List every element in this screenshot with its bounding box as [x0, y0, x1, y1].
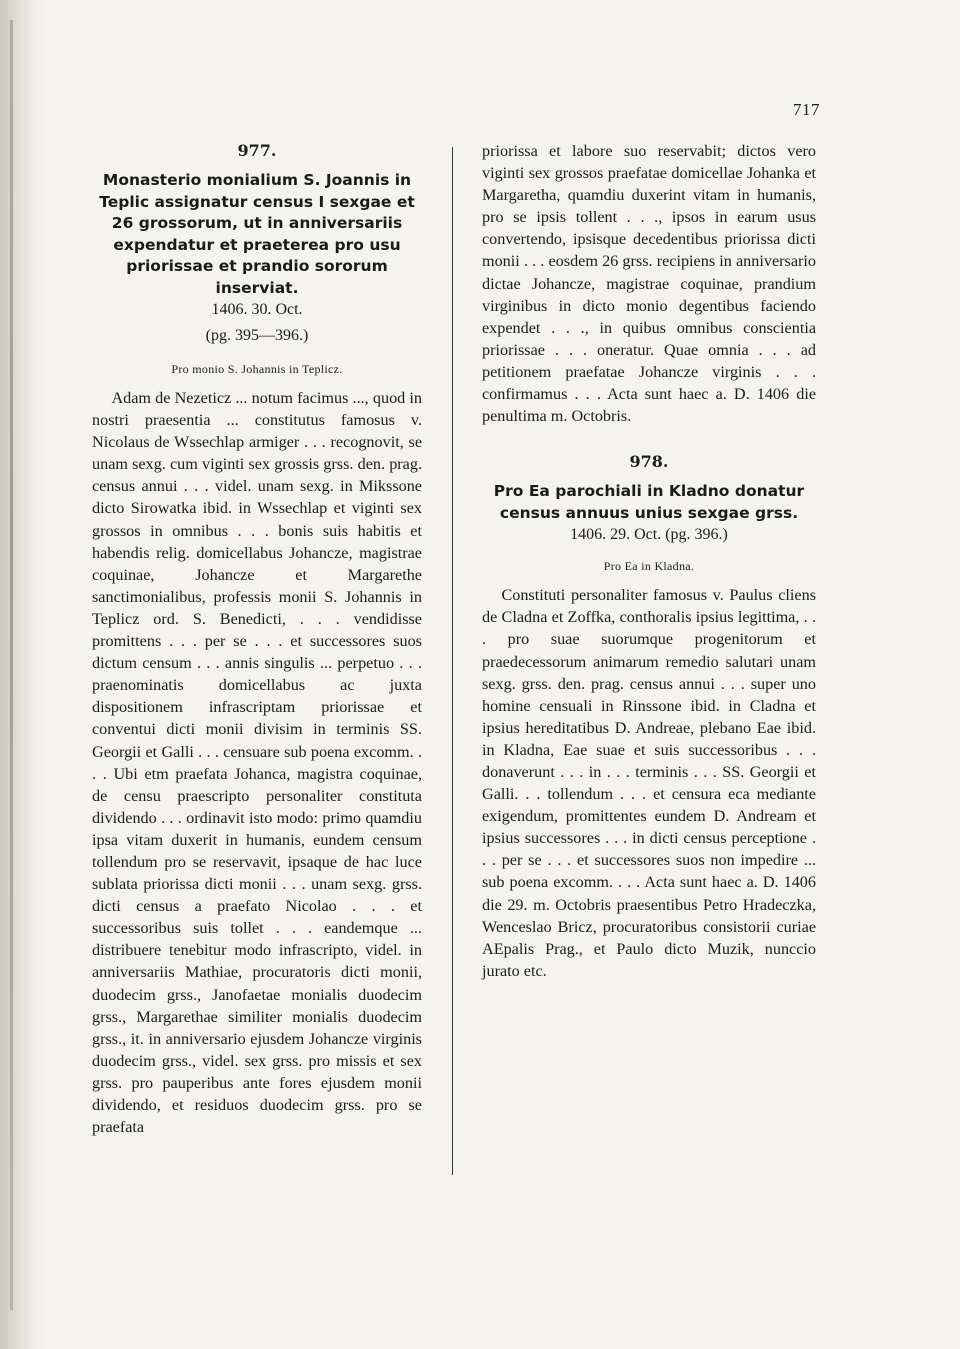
left-column	[92, 140, 422, 1138]
document-body-977-continuation: priorissa et labore suo reservabit; dictos vero viginti sex grossos praefatae domicellae Johanka et Margaretha, quamdiu duxerint vitam in humanis, pro se ipsis tollent . . ., ipsos in earum usus convertendo, ipsisque decedentibus priorissa dicti monii . . . eosdem 26 grss. recipiens in anniversario dictae Johancze, magistrae coquinae, prandium virginibus in dicto monio degentibus faciendo expendet . . ., in quibus omnibus conscientia priorissae . . . oneratur. Quae omnia . . . ad petitionem praefatae Johancze virginis . . . confirmamus . . . Acta sunt haec a. D. 1406 die penultima m. Octobris.	[482, 142, 816, 426]
section-spacer	[482, 427, 816, 451]
page-number: 717	[793, 100, 820, 119]
document-heading-978: Pro Ea parochiali in Kladno donatur census annuus unius sexgae grss.	[493, 482, 805, 522]
scan-edge-shadow	[0, 0, 46, 1349]
right-column	[482, 140, 816, 982]
document-date-978: 1406. 29. Oct. (pg. 396.)	[570, 526, 728, 544]
document-heading-977: Monasterio monialium S. Joannis in Teplic assignatur census I sexgae et 26 grossorum, ut in anniversariis expendatur et praeterea pro usu priorissae et prandio sororum inserviat.	[99, 171, 415, 297]
document-number-978: 978.	[629, 452, 669, 472]
scan-edge-line	[10, 20, 13, 1310]
document-body-977: Adam de Nezeticz ... notum facimus ..., quod in nostri praesentia ... constitutus famosus v. Nicolaus de Wssechlap armiger . . . recognovit, se unam sexg. cum viginti sex grossis grss. den. prag. census annui . . . videl. unam sexg. in Mikssone dicto Sirowatka ibid. in Wssechlap et viginti sex grossos in omnibus . . . bonis suis habitis et habendis relig. domicellabus Johancze, magistrae coquinae, Johancze et Margarethe sanctimonialibus, professis monii S. Johannis in Teplicz ord. S. Benedicti, . . . vendidisse promittens . . . per se . . . et successores suos dictum censum . . . annis singulis ... perpetuo . . . praenominatis domicellabus ac juxta dispositionem infrascriptam priorissae et conventui dicti monii divisim in terminis SS. Georgii et Galli . . . censuare sub poena excomm. . . . Ubi etm praefata Johanca, magistra coquinae, de censu praescripto personaliter constituta dividendo . . . ordinavit isto modo: primo quamdiu ipsa vitam duxerit in humanis, eundem censum tollendum pro se reservavit, ipsaque de hac luce sublata priorissa dicti monii . . . unam sexg. grss. dicti census a praefato Nicolao . . . et successoribus suis tollet . . . eandemque ... distribuere tenebitur modo infrascripto, videl. in anniversariis Mathiae, procuratoris dicti monii, duodecim grss., Janofaetae monialis duodecim grss., Margarethae similiter monialis duodecim grss., it. in anniversario ejusdem Johancze virginis duodecim grss., videl. sex grss. pro missis et sex grss. pro pauperibus ante fores ejusdem monii dividendo, et residuos duodecim grss. pro se praefata	[92, 389, 422, 1137]
document-date-977: 1406. 30. Oct.	[211, 301, 303, 318]
document-caption-978: Pro Ea in Kladna.	[603, 559, 695, 574]
document-body-978: Constituti personaliter famosus v. Paulus cliens de Cladna et Zoffka, conthoralis ipsius legittima, . . . pro suae suorumque progenitorum et praedecessorum animarum remedio salutari unam sexg. grss. den. prag. census annui . . . super uno homine censuali in Rinssone ibid. in Cladna et ipsius hereditatibus D. Andreae, plebano Eae ibid. in Kladna, Eae suae et suis successoribus . . . donaverunt . . . in . . . terminis . . . SS. Georgii et Galli. . . tollendum . . . et censura eca mediante exigendum, promittentes eundem D. Andream et ipsius successores . . . in dicti census perceptione . . . per se . . . et successores suos non impedire ... sub poena excomm. . . . Acta sunt haec a. D. 1406 die 29. m. Octobris praesentibus Petro Hradeczka, Wenceslao Bricz, procuratoribus consistorii curiae AEpalis Prag., et Paulo dicto Muzik, nunccio jurato etc.	[482, 586, 816, 980]
document-caption-977: Pro monio S. Johannis in Teplicz.	[171, 362, 343, 376]
document-number-977: 977.	[237, 141, 277, 160]
page-reference-977: (pg. 395—396.)	[205, 327, 309, 344]
column-divider	[452, 147, 453, 1175]
